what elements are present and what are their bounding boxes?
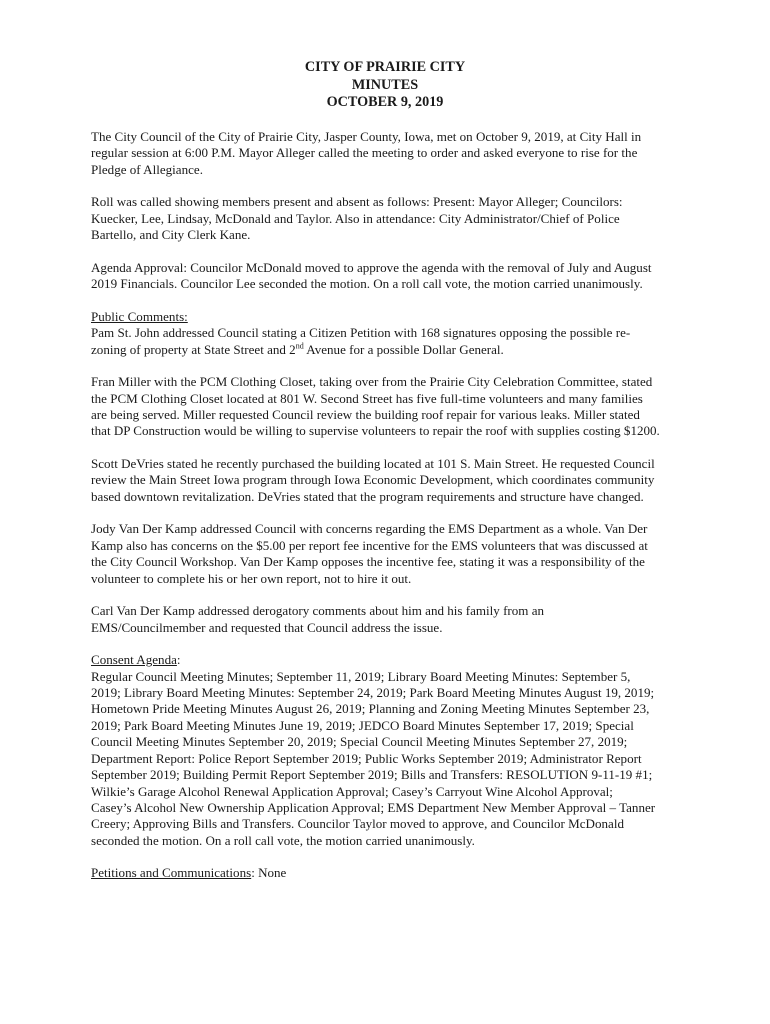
roll-call-line: Bartello, and City Clerk Kane. — [91, 227, 251, 243]
petitions-section — [91, 865, 701, 881]
document-body — [91, 129, 701, 898]
roll-call-paragraph — [91, 194, 701, 243]
jody-vanderkamp-line: volunteer to complete his or her own report, not to hire it out. — [91, 570, 412, 586]
scott-devries-line: Scott DeVries stated he recently purchased the building located at 101 S. Main Street. He requested Council — [91, 456, 655, 472]
intro-line: Pledge of Allegiance. — [91, 161, 203, 177]
scott-devries-line: review the Main Street Iowa program through Iowa Economic Development, which coordinates community — [91, 472, 655, 488]
agenda-approval-line: Agenda Approval: Councilor McDonald moved to approve the agenda with the removal of July and August — [91, 259, 652, 275]
fran-miller-line: the PCM Clothing Closet located at 801 W. Second Street has five full-time volunteers and many families — [91, 390, 643, 406]
consent-agenda-heading: Consent Agenda — [91, 652, 177, 668]
consent-agenda-colon: : — [176, 652, 181, 668]
carl-vanderkamp-paragraph — [91, 603, 701, 636]
carl-vanderkamp-line: EMS/Councilmember and requested that Council address the issue. — [91, 619, 443, 635]
document-header — [0, 59, 770, 112]
consent-agenda-line: Hometown Pride Meeting Minutes August 26, 2019; Planning and Zoning Meeting Minutes September 23, — [91, 701, 650, 717]
carl-vanderkamp-line: Carl Van Der Kamp addressed derogatory comments about him and his family from an — [91, 603, 545, 619]
consent-agenda-line: 2019; Park Board Meeting Minutes June 19, 2019; JEDCO Board Minutes September 17, 2019; Special — [91, 717, 634, 733]
petitions-line — [91, 865, 701, 881]
fran-miller-paragraph — [91, 374, 701, 440]
public-comments-text: zoning of property at State Street and 2 — [91, 341, 296, 357]
public-comments-heading: Public Comments: — [91, 308, 188, 324]
jody-vanderkamp-line: Jody Van Der Kamp addressed Council with concerns regarding the EMS Department as a whole. Van Der — [91, 521, 648, 537]
fran-miller-line: are being served. Miller requested Council review the building roof repair for various leaks. Miller stated — [91, 407, 640, 423]
public-comments-line — [91, 342, 701, 358]
consent-agenda-line: September 2019; Building Permit Report September 2019; Bills and Transfers: RESOLUTION 9-11-19 #1; — [91, 767, 653, 783]
consent-agenda-line: Department Report: Police Report September 2019; Public Works September 2019; Administrator Report — [91, 750, 642, 766]
jody-vanderkamp-paragraph — [91, 521, 701, 587]
document-type-title: MINUTES — [351, 76, 419, 93]
petitions-text: : None — [251, 865, 287, 881]
jody-vanderkamp-line: the City Council Workshop. Van Der Kamp opposes the incentive fee, stating it was a responsibility of the — [91, 554, 645, 570]
scott-devries-line: based downtown revitalization. DeVries stated that the program requirements and structure have changed. — [91, 488, 644, 504]
intro-line: The City Council of the City of Prairie City, Jasper County, Iowa, met on October 9, 2019, at City Hall in — [91, 129, 642, 144]
consent-agenda-line: Wilkie’s Garage Alcohol Renewal Application Approval; Casey’s Carryout Wine Alcohol Approval; — [91, 783, 613, 799]
consent-agenda-section — [91, 652, 701, 849]
intro-line: regular session at 6:00 P.M. Mayor Alleger called the meeting to order and asked everyone to rise for the — [91, 145, 638, 161]
consent-agenda-heading-line — [91, 652, 701, 668]
fran-miller-line: that DP Construction would be willing to supervise volunteers to repair the roof with supplies costing $1200. — [91, 423, 660, 439]
agenda-approval-line: 2019 Financials. Councilor Lee seconded the motion. On a roll call vote, the motion carried unanimously. — [91, 276, 643, 292]
intro-paragraph — [91, 129, 701, 178]
consent-agenda-line: Casey’s Alcohol New Ownership Application Approval; EMS Department New Member Approval – Tanner — [91, 799, 656, 815]
meeting-date-title: OCTOBER 9, 2019 — [326, 94, 444, 111]
public-comments-text: Avenue for a possible Dollar General. — [303, 341, 504, 357]
petitions-heading: Petitions and Communications — [91, 865, 252, 881]
consent-agenda-line: seconded the motion. On a roll call vote, the motion carried unanimously. — [91, 832, 475, 848]
jody-vanderkamp-line: Kamp also has concerns on the $5.00 per report fee incentive for the EMS volunteers that was discussed at — [91, 537, 648, 553]
consent-agenda-line: Council Meeting Minutes September 20, 2019; Special Council Meeting Minutes September 27, 2019; — [91, 734, 628, 750]
public-comments-section — [91, 309, 701, 358]
consent-agenda-line: 2019; Library Board Meeting Minutes: September 24, 2019; Park Board Meeting Minutes August 19, 2019; — [91, 685, 655, 701]
roll-call-line: Roll was called showing members present and absent as follows: Present: Mayor Alleger; Councilors: — [91, 194, 623, 210]
consent-agenda-line: Creery; Approving Bills and Transfers. Councilor Taylor moved to approve, and Councilor McDonald — [91, 816, 624, 832]
ordinal-suffix: nd — [295, 341, 304, 351]
fran-miller-line: Fran Miller with the PCM Clothing Closet, taking over from the Prairie City Celebration Committee, stated — [91, 374, 653, 390]
scott-devries-paragraph — [91, 456, 701, 505]
roll-call-line: Kuecker, Lee, Lindsay, McDonald and Taylor. Also in attendance: City Administrator/Chief of Police — [91, 210, 620, 226]
agenda-approval-paragraph — [91, 260, 701, 293]
public-comments-line: Pam St. John addressed Council stating a Citizen Petition with 168 signatures opposing the possible re- — [91, 325, 631, 341]
consent-agenda-line: Regular Council Meeting Minutes; September 11, 2019; Library Board Meeting Minutes: September 5, — [91, 668, 631, 684]
city-title: CITY OF PRAIRIE CITY — [304, 59, 466, 75]
